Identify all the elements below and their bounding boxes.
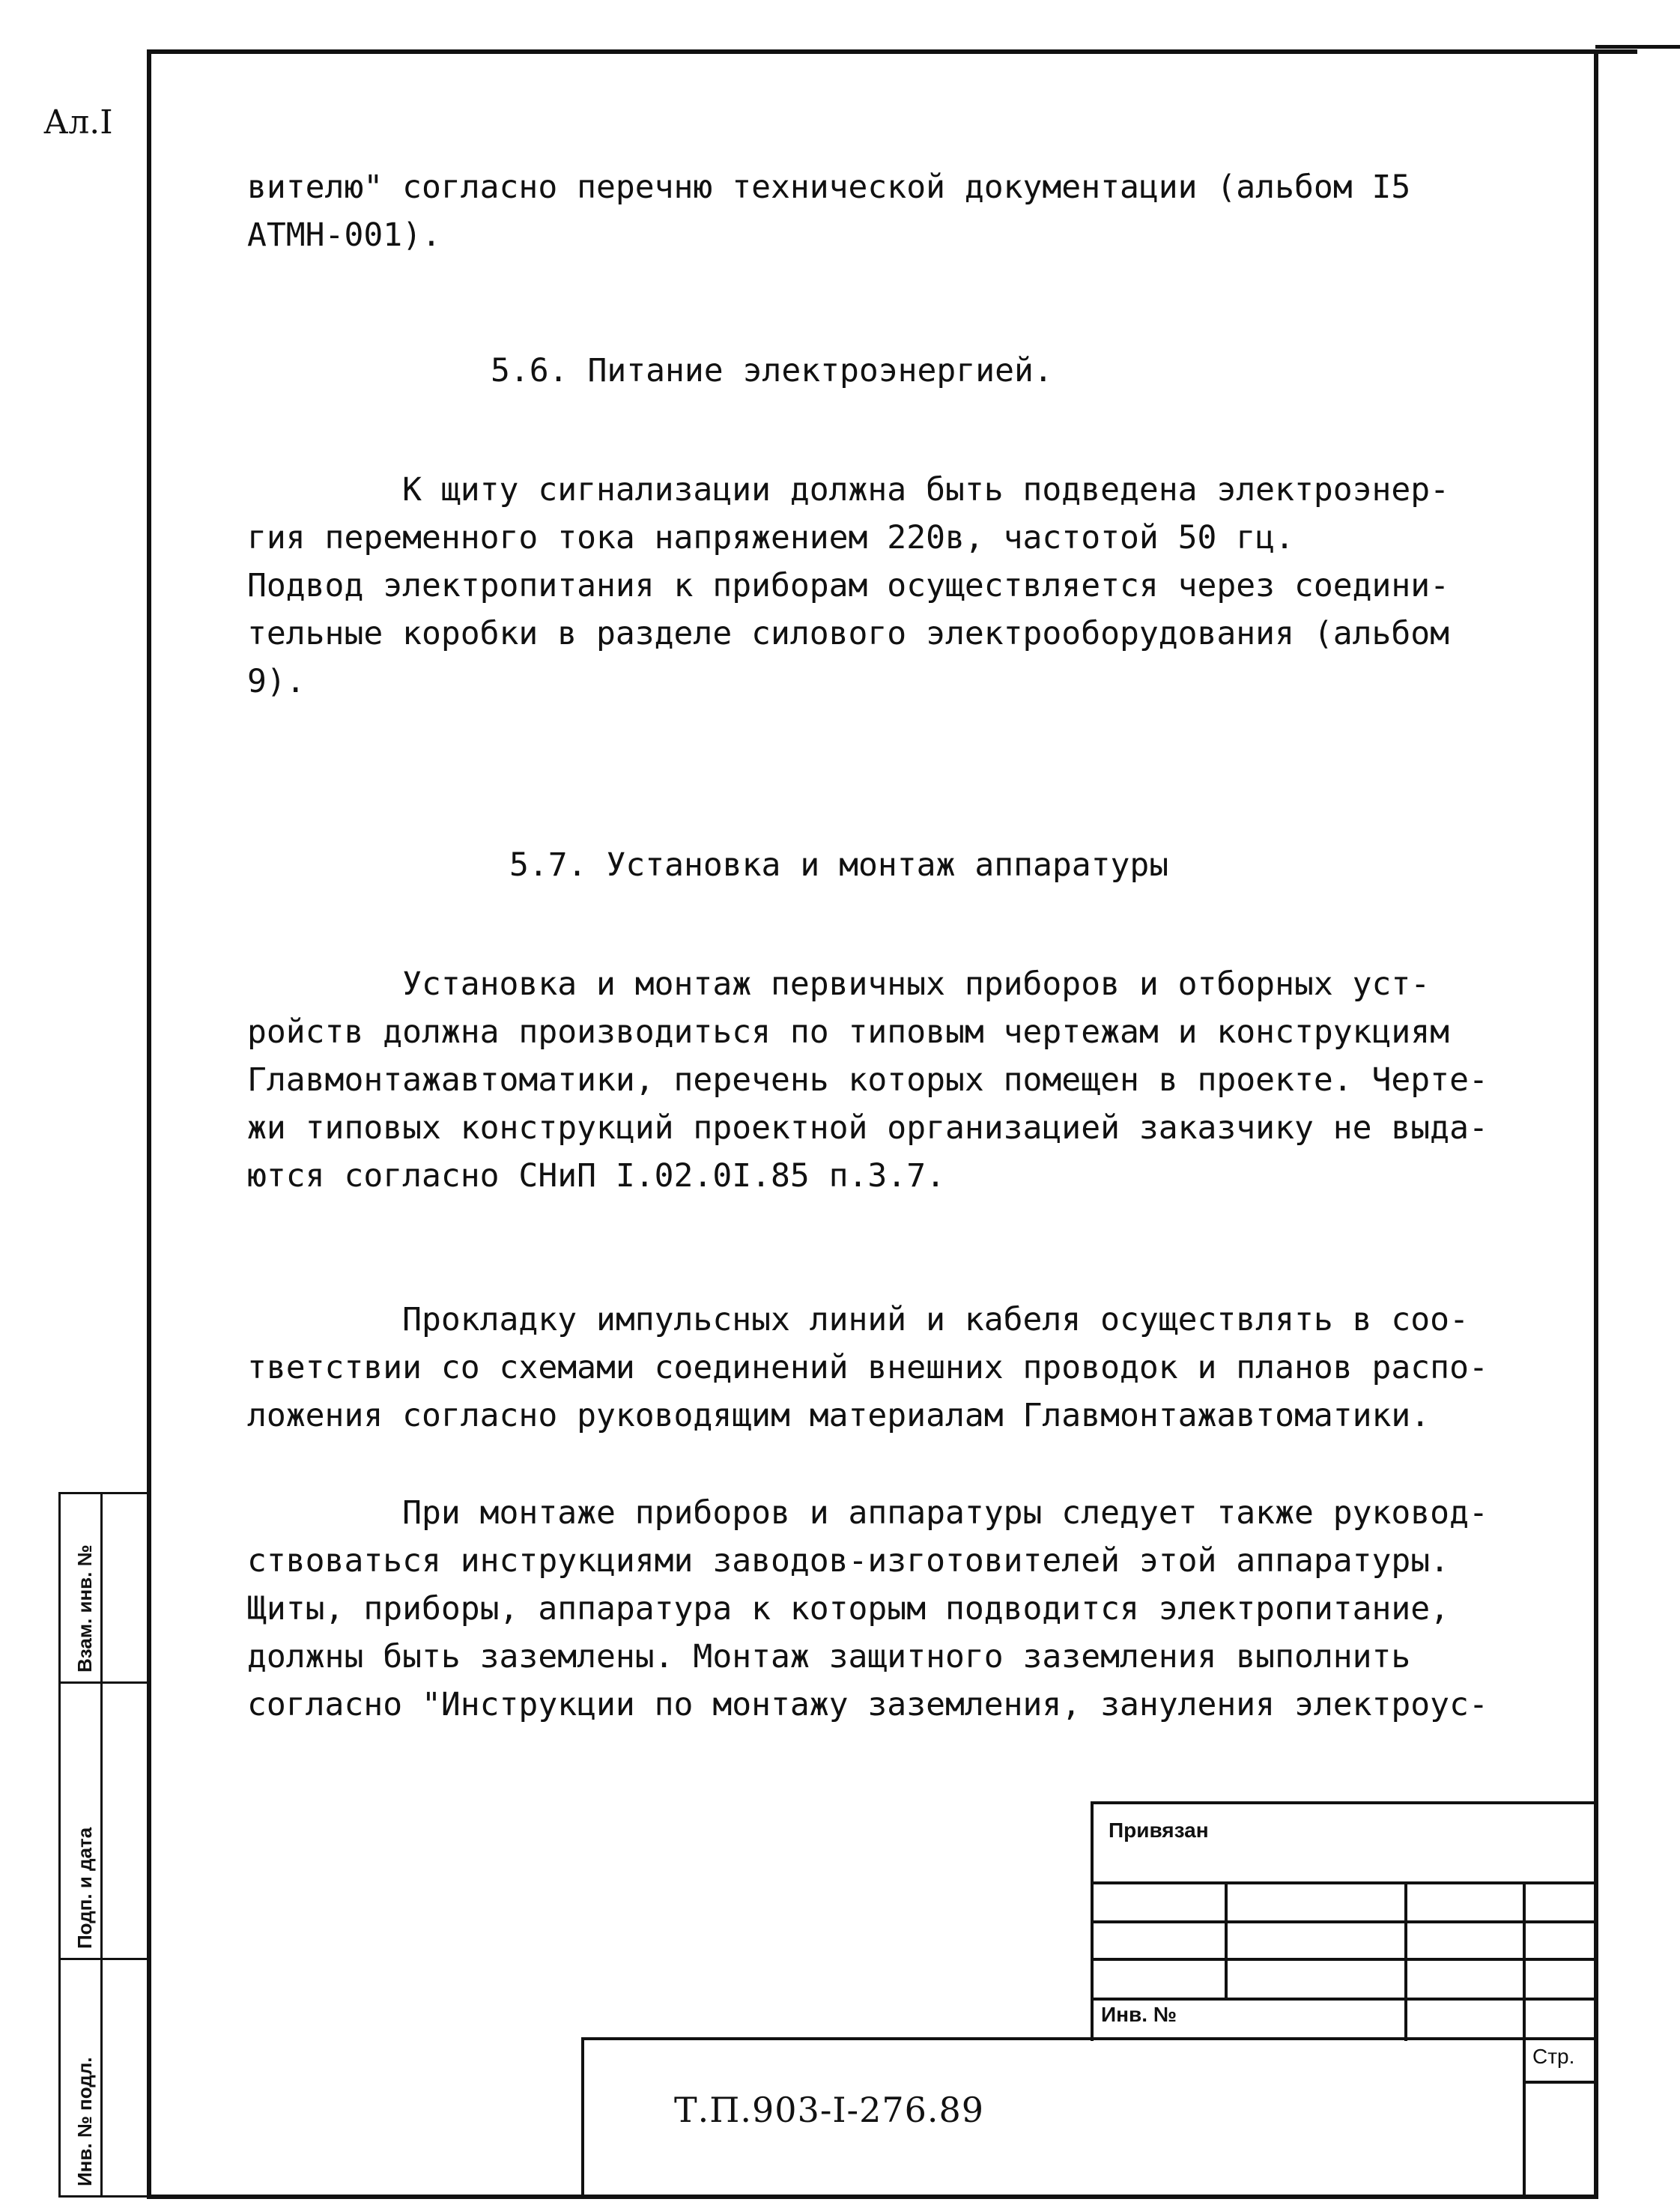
privyazan-label: Привязан [1109, 1819, 1209, 1842]
side-stamp-inv-podl [58, 1958, 147, 2198]
frame-right-border [1594, 49, 1598, 2199]
frame-bottom-border [147, 2195, 1598, 2199]
side-label-vzam-inv: Взам. инв. № [73, 1544, 96, 1672]
page-label: Стр. [1532, 2045, 1575, 2068]
paragraph-continuation: вителю" согласно перечню технической документации (альбом I5 АТМН-001). [247, 169, 1411, 254]
inv-no-label: Инв. № [1101, 2003, 1177, 2026]
document-number: Т.П.903-I-276.89 [674, 2090, 985, 2130]
paragraph-cabling: Прокладку импульсных линий и кабеля осуществлять в соо- тветствии со схемами соединений внешних проводок и планов распо- ложения согласно руководящим материалам Главмонтажавтоматики. [247, 1301, 1488, 1434]
frame-top-extension [1595, 45, 1680, 49]
sheet-label: Ал.I [43, 103, 113, 142]
paragraph-mounting: При монтаже приборов и аппаратуры следует также руковод- ствоваться инструкциями заводов-изготовителей этой аппаратуры. Щиты, приборы, аппаратура к которым подводится электропитание, должны быть заземлены. Монтаж защитного заземления выполнить согласно "Инструкции по монтажу заземления, зануления электроус- [247, 1494, 1488, 1723]
paragraph-installation: Установка и монтаж первичных приборов и отборных уст- ройств должна производиться по типовым чертежам и конструкциям Главмонтажавтоматики, перечень которых помещен в проекте. Черте- жи типовых конструкций проектной организацией заказчику не выда- ются согласно СНиП I.02.0I.85 п.3.7. [247, 965, 1488, 1195]
section-heading-5-6: 5.6. Питание электроэнергией. [491, 352, 1053, 389]
section-heading-5-7: 5.7. Установка и монтаж аппаратуры [509, 846, 1169, 884]
frame-top-border [147, 49, 1637, 54]
paragraph-power-supply: К щиту сигнализации должна быть подведена электроэнер- гия переменного тока напряжением 220в, частотой 50 гц. Подвод электропитания к приборам осуществляется через соедини- тельные коробки в разделе силового электрооборудования (альбом 9). [247, 471, 1450, 700]
side-label-inv-podl: Инв. № подл. [73, 2057, 96, 2186]
frame-left-border [147, 49, 151, 2199]
side-label-podp-data: Подп. и дата [73, 1827, 96, 1949]
side-stamp-vzam-inv [58, 1492, 147, 1684]
side-stamp-podp-data [58, 1681, 147, 1960]
